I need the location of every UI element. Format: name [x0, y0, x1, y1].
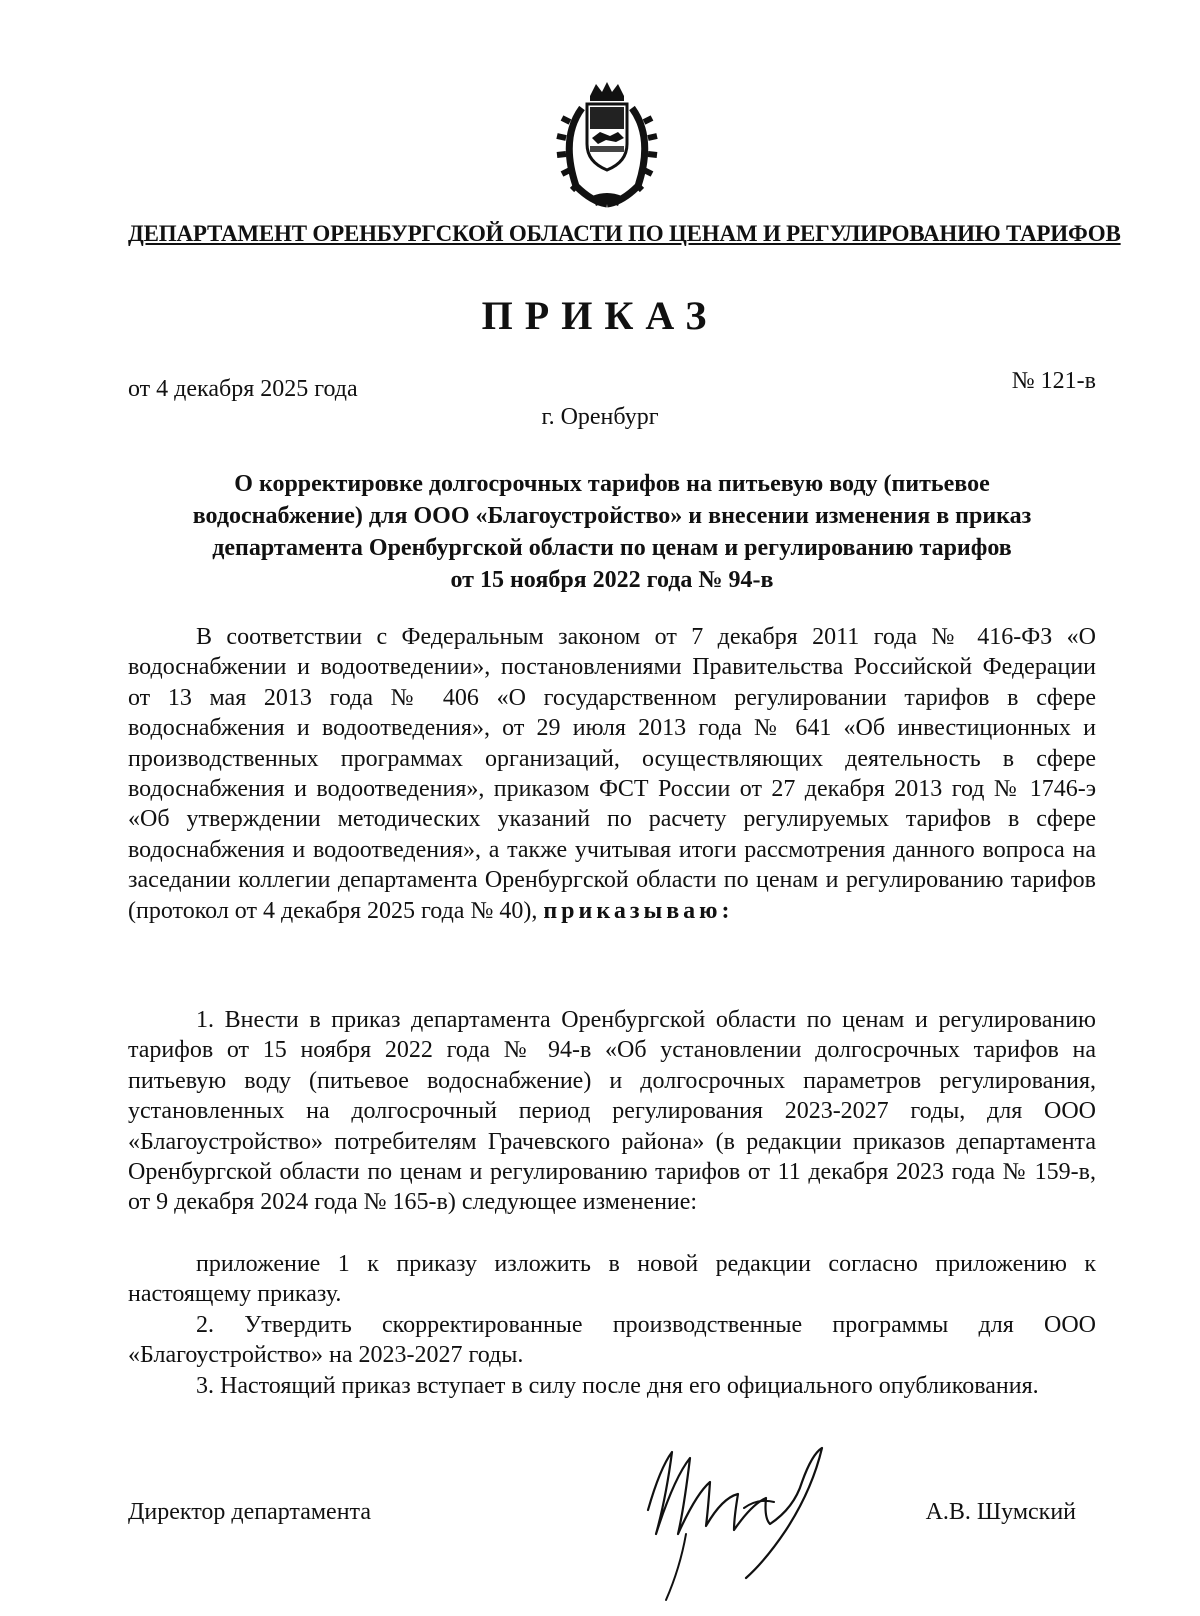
item-1-sub-paragraph: приложение 1 к приказу изложить в новой редакции согласно приложению к настоящему приказу. — [128, 1251, 1096, 1308]
preamble-paragraph — [128, 622, 1096, 926]
item-1-paragraph: 1. Внести в приказ департамента Оренбургской области по ценам и регулированию тарифов от 15 ноября 2022 года № 94-в «Об установлении долгосрочных тарифов на питьевую воду (питьевое водоснабжение) и долгосрочных параметров регулирования, установленных на долгосрочный период регулирования 2023-2027 годы, для ООО «Благоустройство» потребителям Грачевского района» (в редакции приказов департамента Оренбургской области по ценам и регулированию тарифов от 11 декабря 2023 года № 159-в, от 9 декабря 2024 года № 165-в) следующее изменение: — [128, 1007, 1096, 1216]
order-title: ПРИКАЗ — [481, 293, 719, 338]
signature-icon — [626, 1438, 856, 1608]
item-2-paragraph: 2. Утвердить скорректированные производственные программы для ООО «Благоустройство» на 2023-2027 годы. — [128, 1312, 1096, 1369]
subject-line: О корректировке долгосрочных тарифов на питьевую воду (питьевое — [234, 471, 990, 497]
subject-line: от 15 ноября 2022 года № 94-в — [450, 567, 774, 593]
order-city: г. Оренбург — [541, 404, 659, 430]
item-3-paragraph: 3. Настоящий приказ вступает в силу после дня его официального опубликования. — [196, 1373, 1039, 1399]
department-name: ДЕПАРТАМЕНТ ОРЕНБУРГСКОЙ ОБЛАСТИ ПО ЦЕНАМ И РЕГУЛИРОВАНИЮ ТАРИФОВ — [128, 221, 1121, 246]
order-word: приказываю: — [543, 897, 734, 924]
order-subject — [128, 468, 1096, 596]
subject-line: водоснабжение) для ООО «Благоустройство» и внесении изменения в приказ — [192, 503, 1032, 529]
preamble-text: В соответствии с Федеральным законом от 7 декабря 2011 года № 416-ФЗ «О водоснабжении и водоотведении», постановлениями Правительства Российской Федерации от 13 мая 2013 года № 406 «О государственном регулировании тарифов в сфере водоснабжения и водоотведения», от 29 июля 2013 года № 641 «Об инвестиционных и производственных программах организаций, осуществляющих деятельность в сфере водоснабжения и водоотведения», приказом ФСТ России от 27 декабря 2013 год № 1746-э «Об утверждении методических указаний по расчету регулируемых тарифов в сфере водоснабжения и водоотведения», а также учитывая итоги рассмотрения данного вопроса на заседании коллегии департамента Оренбургской области по ценам и регулированию тарифов (протокол от 4 декабря 2025 года № 40), — [128, 624, 1096, 924]
order-date: от 4 декабря 2025 года — [128, 376, 358, 402]
subject-line: департамента Оренбургской области по ценам и регулированию тарифов — [212, 535, 1012, 561]
order-number: № 121-в — [1011, 368, 1096, 394]
signer-position: Директор департамента — [128, 1499, 371, 1525]
signer-name: А.В. Шумский — [925, 1499, 1076, 1525]
coat-of-arms-icon — [552, 78, 662, 210]
